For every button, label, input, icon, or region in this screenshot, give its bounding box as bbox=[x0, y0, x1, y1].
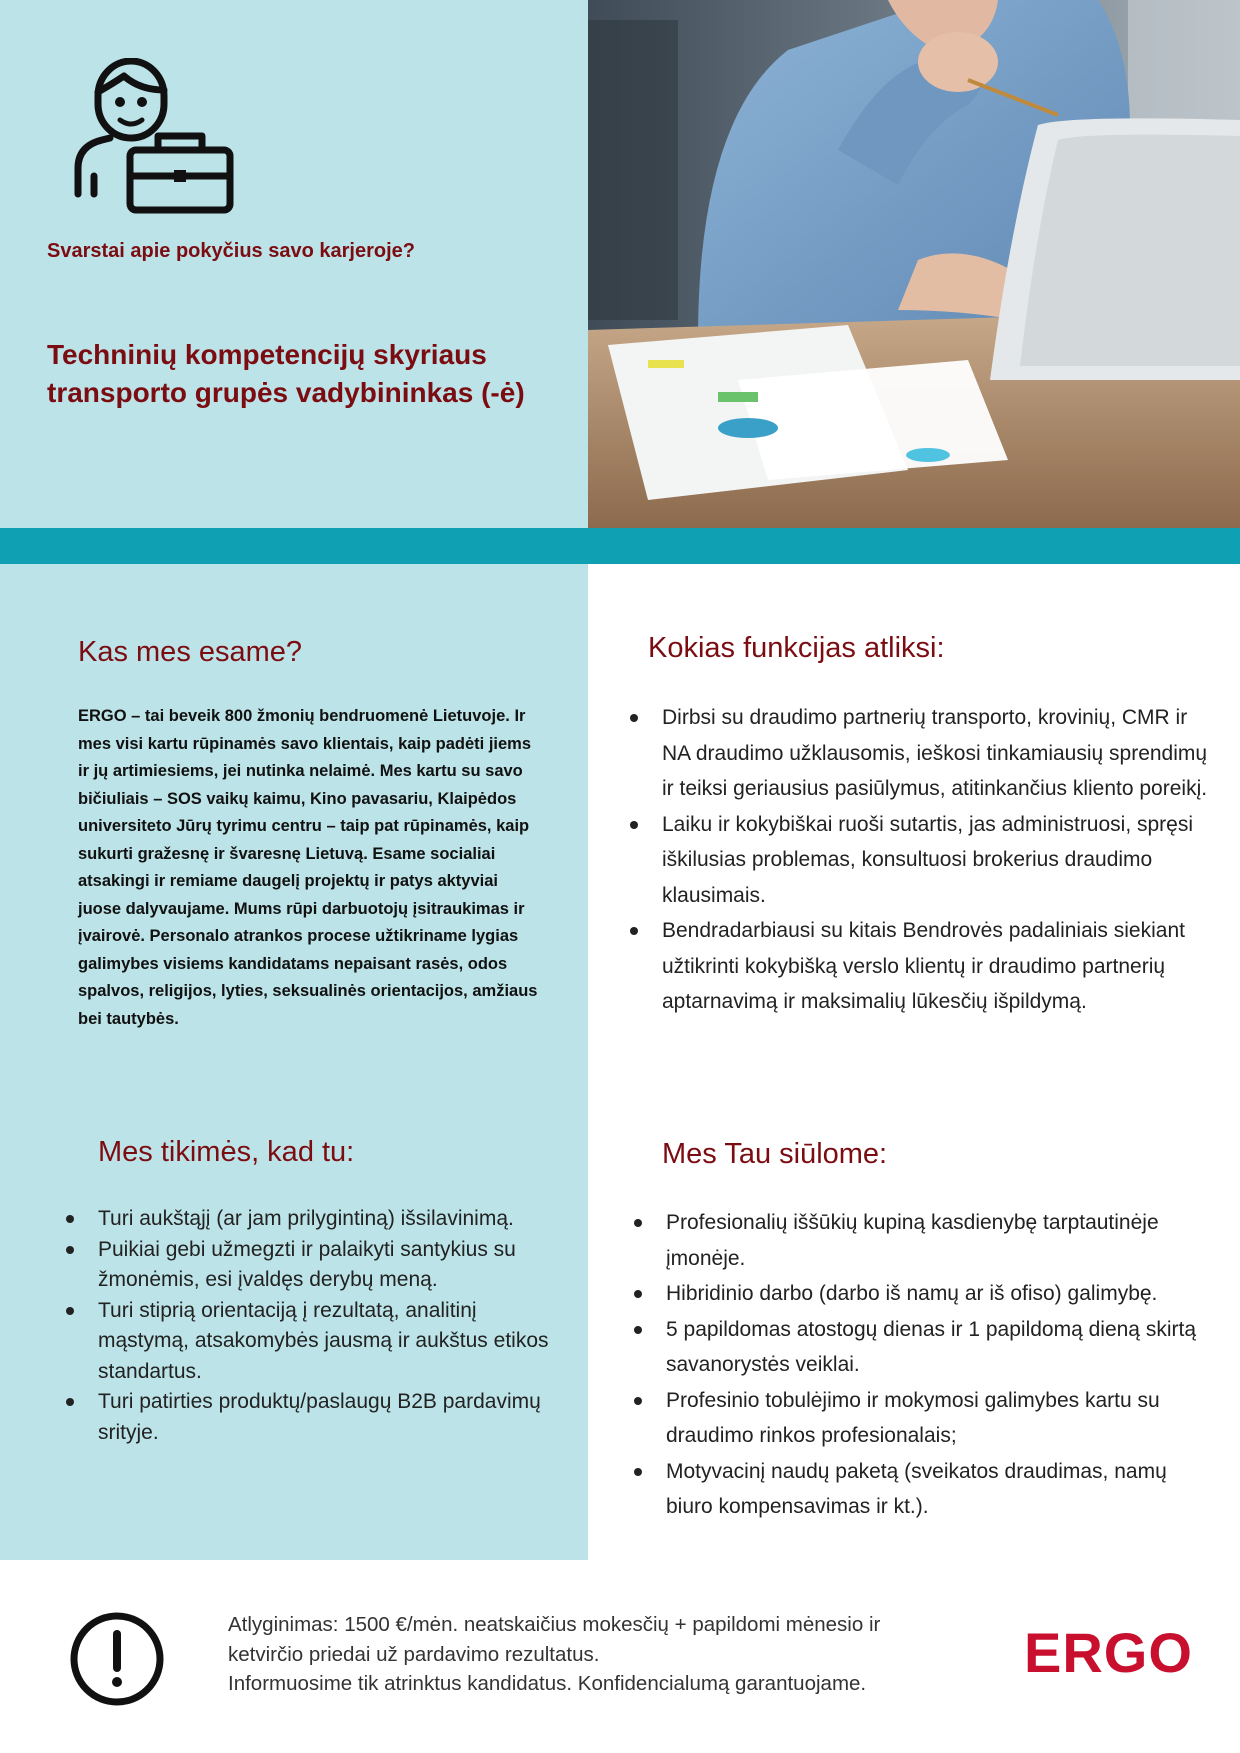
list-item: Hibridinio darbo (darbo iš namų ar iš ofiso) galimybę. bbox=[632, 1276, 1212, 1312]
ergo-logo: ERGO bbox=[1024, 1621, 1193, 1684]
list-item: Turi patirties produktų/paslaugų B2B pardavimų srityje. bbox=[64, 1387, 554, 1448]
hero-teaser: Svarstai apie pokyčius savo karjeroje? bbox=[47, 240, 415, 262]
footer-note bbox=[228, 1610, 988, 1699]
woman-at-laptop-image bbox=[588, 0, 1240, 528]
expectations-heading: Mes tikimės, kad tu: bbox=[98, 1136, 355, 1168]
accent-band bbox=[0, 528, 1240, 564]
offer-heading: Mes Tau siūlome: bbox=[662, 1138, 888, 1170]
offer-list bbox=[632, 1205, 1212, 1525]
list-item: Dirbsi su draudimo partnerių transporto, krovinių, CMR ir NA draudimo užklausomis, ieškosi tinkamiausių sprendimų ir teiksi geriausius pasiūlymus, atitinkančius kliento poreikį. bbox=[628, 700, 1208, 807]
job-title-line-1: Techninių kompetencijų skyriaus bbox=[47, 339, 487, 370]
hero-photo bbox=[588, 0, 1240, 528]
list-item: Puikiai gebi užmegzti ir palaikyti santykius su žmonėmis, esi įvaldęs derybų meną. bbox=[64, 1235, 554, 1296]
list-item: Motyvacinį naudų paketą (sveikatos draudimas, namų biuro kompensavimas ir kt.). bbox=[632, 1454, 1212, 1525]
expectations-list bbox=[64, 1204, 554, 1448]
list-item: Turi stiprią orientaciją į rezultatą, analitinį mąstymą, atsakomybės jausmą ir aukštus etikos standartus. bbox=[64, 1296, 554, 1388]
functions-list bbox=[628, 700, 1208, 1020]
list-item: Bendradarbiausi su kitais Bendrovės padaliniais siekiant užtikrinti kokybišką verslo klientų ir draudimo partnerių aptarnavimą ir maksimalių lūkesčių išpildymą. bbox=[628, 913, 1208, 1020]
about-heading: Kas mes esame? bbox=[78, 636, 303, 668]
list-item: Profesionalių iššūkių kupiną kasdienybę tarptautinėje įmonėje. bbox=[632, 1205, 1212, 1276]
list-item: 5 papildomas atostogų dienas ir 1 papildomą dieną skirtą savanorystės veiklai. bbox=[632, 1312, 1212, 1383]
exclamation-circle-icon bbox=[68, 1610, 166, 1708]
job-title bbox=[47, 336, 567, 412]
salary-line-2: ketvirčio priedai už pardavimo rezultatus. bbox=[228, 1642, 600, 1666]
list-item: Turi aukštąjį (ar jam prilygintiną) išsilavinimą. bbox=[64, 1204, 554, 1235]
person-with-briefcase-icon bbox=[70, 58, 240, 218]
list-item: Laiku ir kokybiškai ruoši sutartis, jas administruosi, spręsi iškilusias problemas, konsultuosi brokerius draudimo klausimais. bbox=[628, 807, 1208, 914]
job-title-line-2: transporto grupės vadybininkas (-ė) bbox=[47, 377, 525, 408]
confidentiality-note: Informuosime tik atrinktus kandidatus. Konfidencialumą garantuojame. bbox=[228, 1672, 867, 1695]
salary-line-1: Atlyginimas: 1500 €/mėn. neatskaičius mokesčių + papildomi mėnesio ir bbox=[228, 1613, 881, 1636]
about-text: ERGO – tai beveik 800 žmonių bendruomenė Lietuvoje. Ir mes visi kartu rūpinamės savo klientais, kaip padėti jiems ir jų artimiesiems, jei nutinka nelaimė. Mes kartu su savo bičiuliais – SOS vaikų kaimu, Kino pavasariu, Klaipėdos universiteto Jūrų tyrimu centru – taip pat rūpinamės, kaip sukurti gražesnę ir švaresnę Lietuvą. Esame socialiai atsakingi ir remiame daugelį projektų ir patys aktyviai juose dalyvaujame. Mums rūpi darbuotojų įsitraukimas ir įvairovė. Personalo atrankos procese užtikriname lygias galimybes visiems kandidatams nepaisant rasės, odos spalvos, religijos, lyties, seksualinės orientacijos, amžiaus bei tautybės. bbox=[78, 707, 538, 1028]
functions-heading: Kokias funkcijas atliksi: bbox=[648, 632, 945, 664]
list-item: Profesinio tobulėjimo ir mokymosi galimybes kartu su draudimo rinkos profesionalais; bbox=[632, 1383, 1212, 1454]
